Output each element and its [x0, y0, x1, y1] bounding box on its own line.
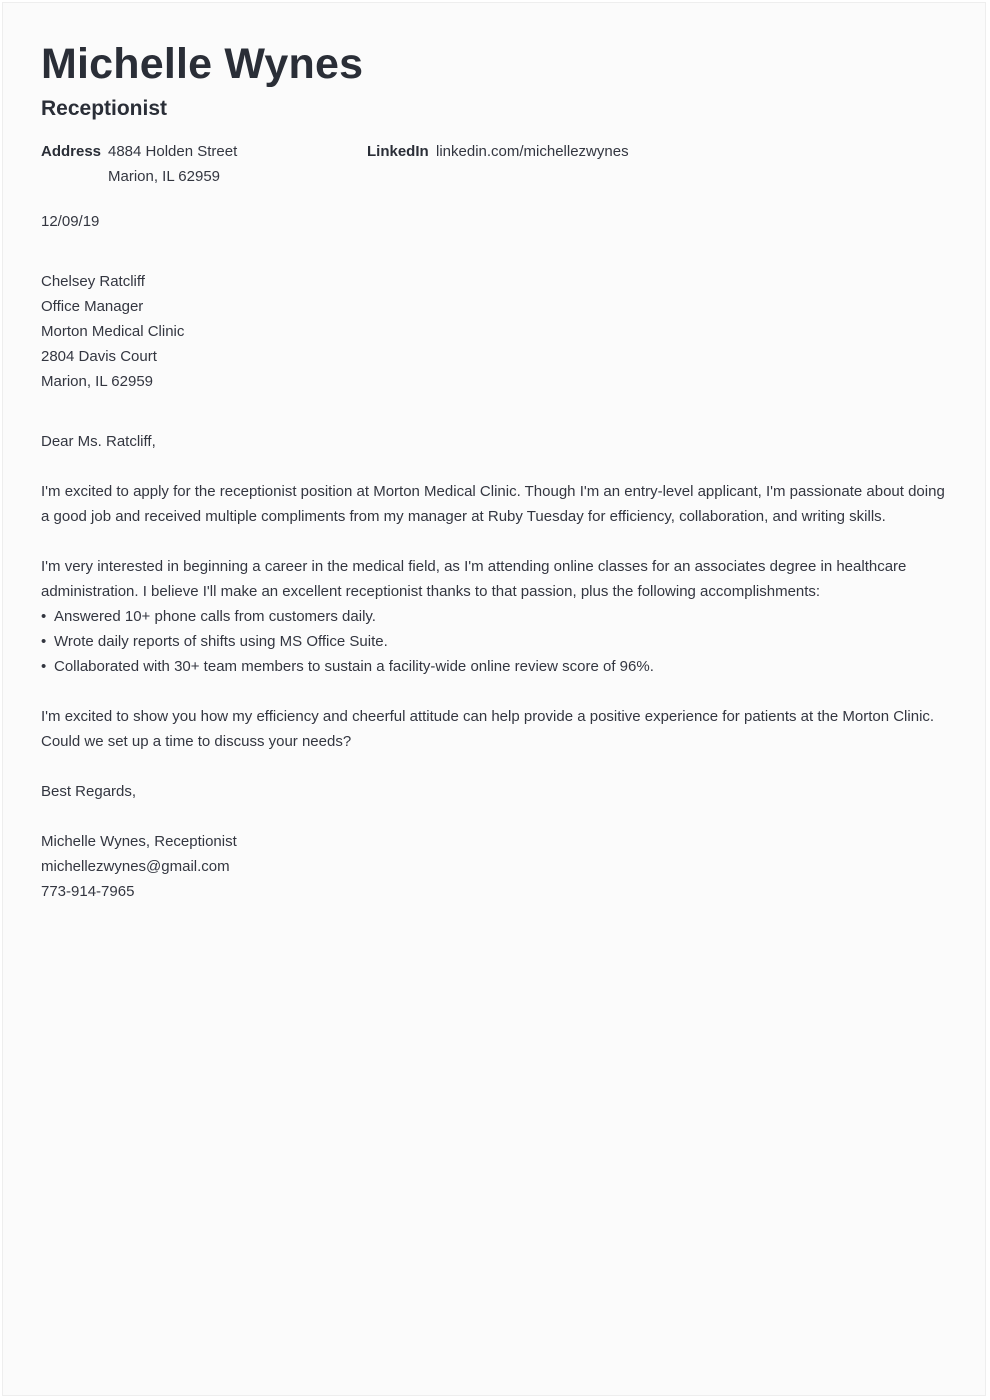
recipient-block — [41, 269, 951, 394]
letter-page — [2, 2, 986, 1396]
paragraph-2-section — [41, 554, 951, 679]
letter-date — [41, 209, 951, 234]
paragraph-2: I'm very interested in beginning a career in the medical field, as I'm attending online classes for an associates degree in healthcare administration. I believe I'll make an excellent receptionist thanks to that passion, plus the following accomplishments: — [41, 558, 907, 600]
paragraph-3: I'm excited to show you how my efficiency and cheerful attitude can help provide a positive experience for patients at the Morton Clinic. Could we set up a time to discuss your needs? — [41, 708, 935, 750]
list-item — [41, 654, 951, 679]
bullet-icon: • — [41, 608, 47, 625]
bullet-icon: • — [41, 658, 47, 675]
linkedin-label: LinkedIn — [367, 143, 429, 160]
list-item — [41, 629, 951, 654]
address-line2: Marion, IL 62959 — [108, 168, 221, 185]
recipient-street: 2804 Davis Court — [41, 348, 157, 365]
list-item-text: Collaborated with 30+ team members to sustain a facility-wide online review score of 96%. — [54, 658, 654, 675]
bullet-icon: • — [41, 633, 47, 650]
sender-title: Receptionist — [41, 97, 168, 120]
date-text: 12/09/19 — [41, 213, 100, 230]
recipient-position: Office Manager — [41, 298, 144, 315]
recipient-company: Morton Medical Clinic — [41, 323, 185, 340]
signature-phone: 773-914-7965 — [41, 883, 135, 900]
greeting-text: Dear Ms. Ratcliff, — [41, 433, 156, 450]
list-item-text: Wrote daily reports of shifts using MS Office Suite. — [54, 633, 388, 650]
paragraph-1: I'm excited to apply for the receptionist position at Morton Medical Clinic. Though I'm an entry-level applicant, I'm passionate about doing a good job and received multiple compliments from my manager at Ruby Tuesday for efficiency, collaboration, and writing skills. — [41, 483, 945, 525]
linkedin-link[interactable]: linkedin.com/michellezwynes — [436, 143, 629, 160]
closing — [41, 779, 951, 804]
sender-name: Michelle Wynes — [41, 40, 364, 88]
signature-email[interactable]: michellezwynes@gmail.com — [41, 858, 230, 875]
address-label: Address — [41, 143, 102, 160]
list-item-text: Answered 10+ phone calls from customers daily. — [54, 608, 376, 625]
address-line1: 4884 Holden Street — [108, 143, 238, 160]
list-item — [41, 604, 951, 629]
signature-name: Michelle Wynes, Receptionist — [41, 833, 237, 850]
recipient-city: Marion, IL 62959 — [41, 373, 154, 390]
signature-block — [41, 829, 951, 904]
accomplishments-list — [41, 604, 951, 679]
recipient-name: Chelsey Ratcliff — [41, 273, 145, 290]
greeting — [41, 429, 951, 454]
closing-text: Best Regards, — [41, 783, 137, 800]
